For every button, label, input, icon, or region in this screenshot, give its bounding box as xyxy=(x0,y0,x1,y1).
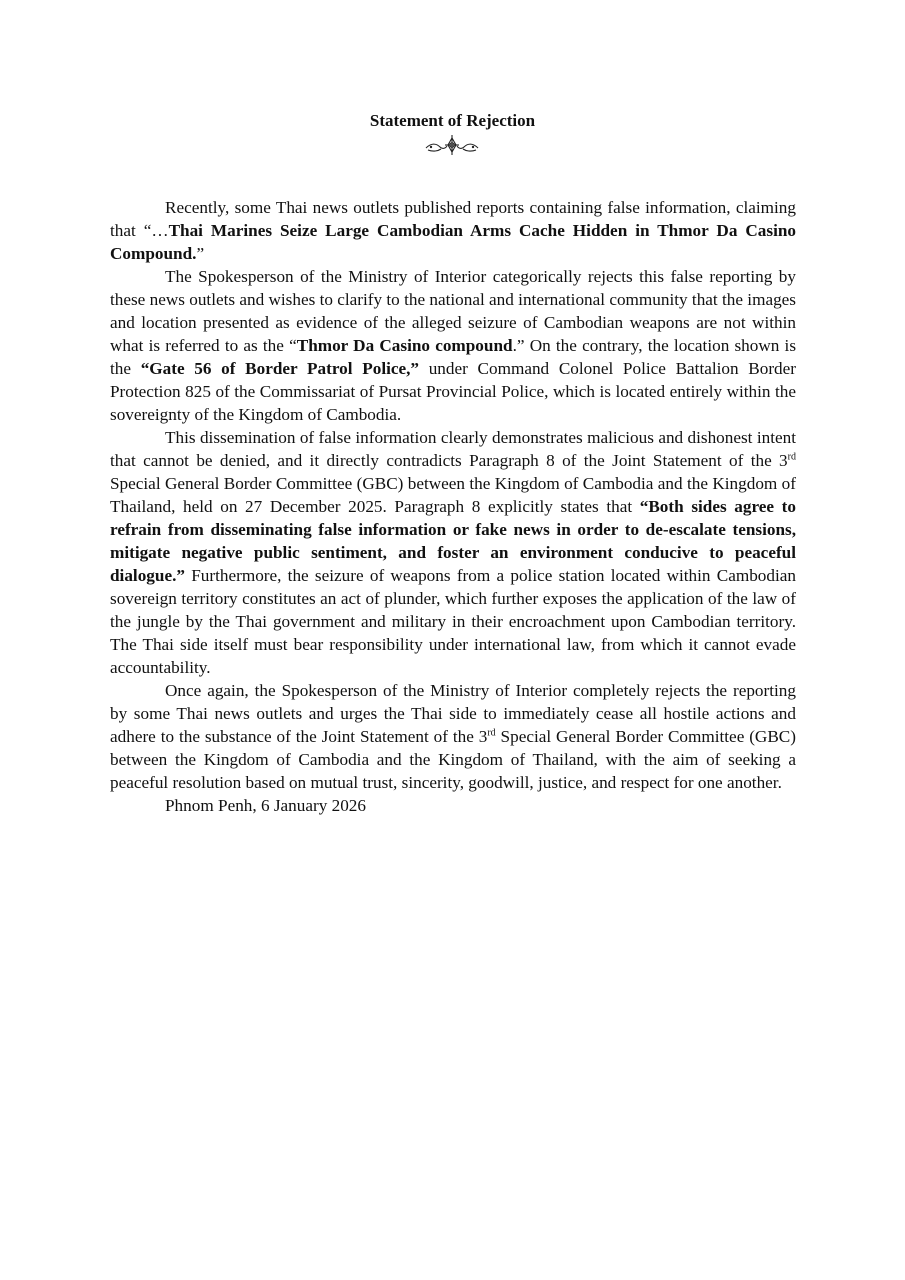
place-date-signoff: Phnom Penh, 6 January 2026 xyxy=(165,796,366,815)
decorative-flourish-icon xyxy=(422,134,482,156)
statement-paragraph: Once again, the Spokesperson of the Ministry of Interior completely rejects the reporting by some Thai news outlets and urges the Thai side to immediately cease all hostile actions and adhere to the substance of the Joint Statement of the 3rd Special General Border Committee (GBC) between the Kingdom of Cambodia and the Kingdom of Thailand, with the aim of seeking a peaceful resolution based on mutual trust, sincerity, goodwill, justice, and respect for one another. xyxy=(110,681,796,792)
statement-paragraph: This dissemination of false information clearly demonstrates malicious and dishonest intent that cannot be denied, and it directly contradicts Paragraph 8 of the Joint Statement of the 3rd Special General Border Committee (GBC) between the Kingdom of Cambodia and the Kingdom of Thailand, held on 27 December 2025. Paragraph 8 explicitly states that “Both sides agree to refrain from disseminating false information or fake news in order to de-escalate tensions, mitigate negative public sentiment, and foster an environment conducive to peaceful dialogue.” Furthermore, the seizure of weapons from a police station located within Cambodian sovereign territory constitutes an act of plunder, which further exposes the application of the law of the jungle by the Thai government and military in their encroachment upon Cambodian territory. The Thai side itself must bear responsibility under international law, from which it cannot evade accountability. xyxy=(110,428,797,677)
statement-body xyxy=(110,196,796,817)
statement-paragraph: Recently, some Thai news outlets published reports containing false information, claiming that “…Thai Marines Seize Large Cambodian Arms Cache Hidden in Thmor Da Casino Compound.” xyxy=(110,198,796,263)
document-title: Statement of Rejection xyxy=(369,111,536,130)
statement-paragraph: The Spokesperson of the Ministry of Interior categorically rejects this false reporting by these news outlets and wishes to clarify to the national and international community that the images and location presented as evidence of the alleged seizure of Cambodian weapons are not within what is referred to as the “Thmor Da Casino compound.” On the contrary, the location shown is the “Gate 56 of Border Patrol Police,” under Command Colonel Police Battalion Border Protection 825 of the Commissariat of Pursat Provincial Police, which is located entirely within the sovereignty of the Kingdom of Cambodia. xyxy=(110,267,797,424)
